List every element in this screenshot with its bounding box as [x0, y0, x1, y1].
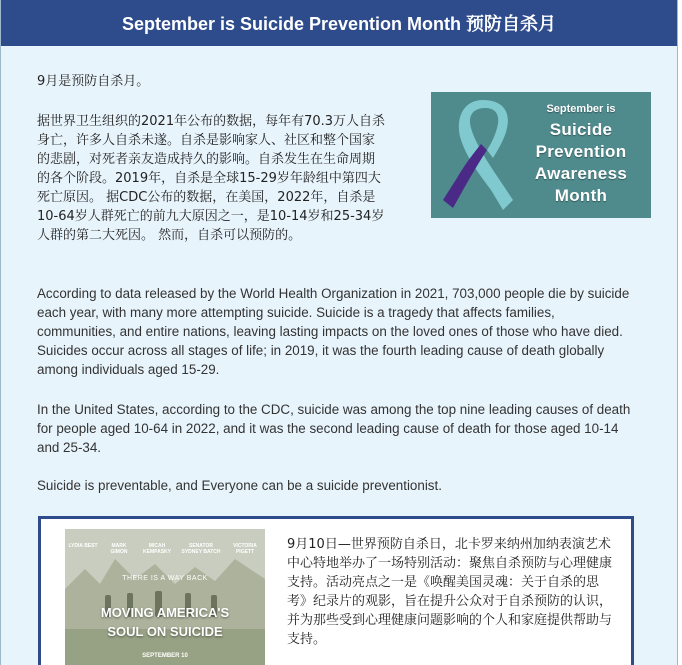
body-en-3: Suicide is preventable, and Everyone can be a suicide preventionist.: [37, 478, 442, 493]
body-en-1: According to data released by the World Health Organization in 2021, 703,000 people die by suicide each year, with many more attempting suicide. Suicide is a tragedy that affects families, communities, and entire nations, leaving lasting impacts on the loved ones of those who have died. Suicides occur across all stages of life; in 2019, it was the fourth leading cause of death globally among individuals aged 15-29.: [37, 286, 630, 377]
poster-title: [65, 603, 265, 641]
poster-date: SEPTEMBER 10: [142, 653, 188, 659]
poster-title-line-1: MOVING AMERICA'S: [100, 605, 230, 620]
poster-name: MARK GIMON: [110, 543, 128, 555]
ribbon-small-text: September is: [546, 103, 616, 115]
awareness-ribbon-image: [431, 92, 651, 218]
poster-cast-names: [65, 543, 265, 555]
body-zh: 据世界卫生组织的2021年公布的数据，每年有70.3万人自杀身亡，许多人自杀未遂。自杀是影响家人、社区和整个国家的悲剧，对死者亲友造成持久的影响。自杀发生在生命周期的各个阶段。2019年，自杀是全球15-29岁年龄组中第四大死亡原因。 据CDC公布的数据，在美国，2022年，自杀是10-64岁人群死亡的前九大原因之一，是10-14岁和25-34岁人群的第二大死因。 然而，自杀可以预防的。: [37, 114, 386, 243]
ribbon-line-1: Suicide: [549, 120, 613, 139]
ribbon-line-4: Month: [554, 186, 608, 205]
ribbon-line-2: Prevention: [535, 142, 627, 161]
documentary-poster: [65, 529, 265, 665]
poster-title-line-2: SOUL ON SUICIDE: [107, 624, 223, 639]
ribbon-line-3: Awareness: [534, 164, 628, 183]
event-description-zh: 9月10日—世界预防自杀日，北卡罗来纳州加纳表演艺术中心特地举办了一场特别活动：聚焦自杀预防与心理健康支持。活动亮点之一是《唤醒美国灵魂：关于自杀的思考》纪录片的观影，旨在提升公众对于自杀预防的认识，并为那些受到心理健康问题影响的个人和家庭提供帮助与支持。: [287, 537, 613, 647]
poster-name: SENATOR SYDNEY BATCH: [181, 543, 221, 555]
body-en-2: In the United States, according to the CDC, suicide was among the top nine leading causes of death for people aged 10-64 in 2022, and it was the second leading cause of death for those aged 10-14 and 25-34.: [37, 402, 631, 455]
header-banner: [1, 0, 677, 46]
poster-name: MICAH KEMPASKY: [143, 543, 171, 555]
event-box: [38, 516, 634, 665]
poster-name: VICTORIA PIGETT: [233, 543, 257, 555]
ribbon-caption: [511, 92, 651, 218]
intro-zh: 9月是预防自杀月。: [37, 74, 150, 89]
poster-name: LYDIA BEST: [68, 543, 98, 549]
page-title: September is Suicide Prevention Month 预防自杀月: [121, 14, 557, 34]
poster-tagline: THERE IS A WAY BACK: [122, 575, 208, 582]
